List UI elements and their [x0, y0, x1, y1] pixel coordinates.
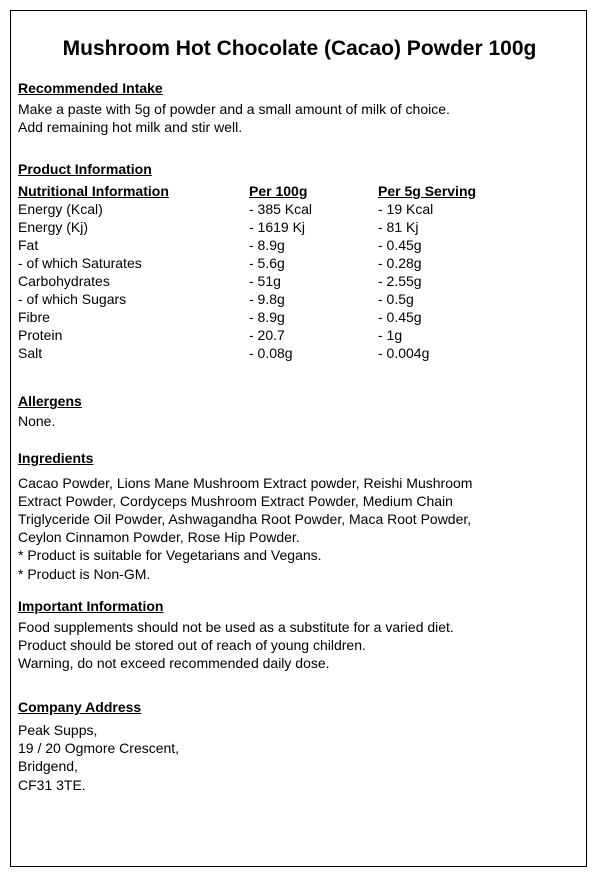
table-row	[18, 326, 578, 344]
ingredients-line: Ceylon Cinnamon Powder, Rose Hip Powder.	[18, 529, 300, 545]
nutrition-table-header	[18, 182, 578, 200]
nutrient-name: Fibre	[18, 309, 50, 325]
ingredients-note: * Product is suitable for Vegetarians and Vegans.	[18, 547, 322, 563]
per-serving-value: - 0.5g	[378, 291, 414, 307]
per-100g-value: - 5.6g	[249, 255, 285, 271]
per-100g-value: - 8.9g	[249, 309, 285, 325]
per-100g-value: - 385 Kcal	[249, 201, 313, 217]
nutrient-name: Energy (Kcal)	[18, 201, 103, 217]
ingredients-line: Extract Powder, Cordyceps Mushroom Extract Powder, Medium Chain	[18, 493, 453, 509]
table-row	[18, 344, 578, 362]
per-serving-value: - 19 Kcal	[378, 201, 434, 217]
table-row	[18, 218, 578, 236]
per-serving-value: - 0.28g	[378, 255, 422, 271]
ingredients-line: Triglyceride Oil Powder, Ashwagandha Root Powder, Maca Root Powder,	[18, 511, 472, 527]
per-serving-value: - 81 Kj	[378, 219, 419, 235]
important-information-line: Product should be stored out of reach of young children.	[18, 637, 366, 653]
per-serving-value: - 1g	[378, 327, 403, 343]
per-100g-value: - 20.7	[249, 327, 285, 343]
nutrient-name: Carbohydrates	[18, 273, 110, 289]
company-address-line: Bridgend,	[18, 758, 78, 774]
per-serving-value: - 0.45g	[378, 237, 422, 253]
nutrient-name: Protein	[18, 327, 63, 343]
ingredients-note: * Product is Non-GM.	[18, 566, 151, 582]
important-information-line: Food supplements should not be used as a substitute for a varied diet.	[18, 619, 454, 635]
recommended-intake-line: Add remaining hot milk and stir well.	[18, 119, 243, 135]
recommended-intake-heading: Recommended Intake	[18, 80, 163, 96]
recommended-intake-line: Make a paste with 5g of powder and a small amount of milk of choice.	[18, 101, 450, 117]
per-100g-value: - 51g	[249, 273, 281, 289]
ingredients-heading: Ingredients	[18, 450, 94, 466]
product-title: Mushroom Hot Chocolate (Cacao) Powder 100g	[62, 37, 537, 60]
per-100g-value: - 1619 Kj	[249, 219, 306, 235]
company-address-line: Peak Supps,	[18, 722, 98, 738]
company-address-line: 19 / 20 Ogmore Crescent,	[18, 740, 180, 756]
table-row	[18, 290, 578, 308]
table-row	[18, 254, 578, 272]
per-serving-value: - 0.004g	[378, 345, 430, 361]
nutrition-table	[18, 182, 578, 362]
important-information-heading: Important Information	[18, 598, 164, 614]
nutrient-name: - of which Sugars	[18, 291, 127, 307]
company-address-line: CF31 3TE.	[18, 777, 86, 793]
ingredients-line: Cacao Powder, Lions Mane Mushroom Extract powder, Reishi Mushroom	[18, 475, 473, 491]
per-serving-value: - 2.55g	[378, 273, 422, 289]
per-serving-value: - 0.45g	[378, 309, 422, 325]
important-information-line: Warning, do not exceed recommended daily dose.	[18, 655, 330, 671]
label-frame	[10, 10, 587, 867]
column-header-per-serving: Per 5g Serving	[378, 183, 477, 199]
per-100g-value: - 9.8g	[249, 291, 285, 307]
nutrient-name: Fat	[18, 237, 39, 253]
column-header-per-100g: Per 100g	[249, 183, 308, 199]
table-row	[18, 272, 578, 290]
allergens-line: None.	[18, 413, 56, 429]
column-header-nutrient: Nutritional Information	[18, 183, 169, 199]
nutrient-name: - of which Saturates	[18, 255, 142, 271]
table-row	[18, 200, 578, 218]
table-row	[18, 236, 578, 254]
product-information-heading: Product Information	[18, 161, 152, 177]
company-address-heading: Company Address	[18, 699, 142, 715]
table-row	[18, 308, 578, 326]
nutrient-name: Energy (Kj)	[18, 219, 89, 235]
allergens-heading: Allergens	[18, 393, 82, 409]
per-100g-value: - 0.08g	[249, 345, 293, 361]
nutrient-name: Salt	[18, 345, 43, 361]
per-100g-value: - 8.9g	[249, 237, 285, 253]
